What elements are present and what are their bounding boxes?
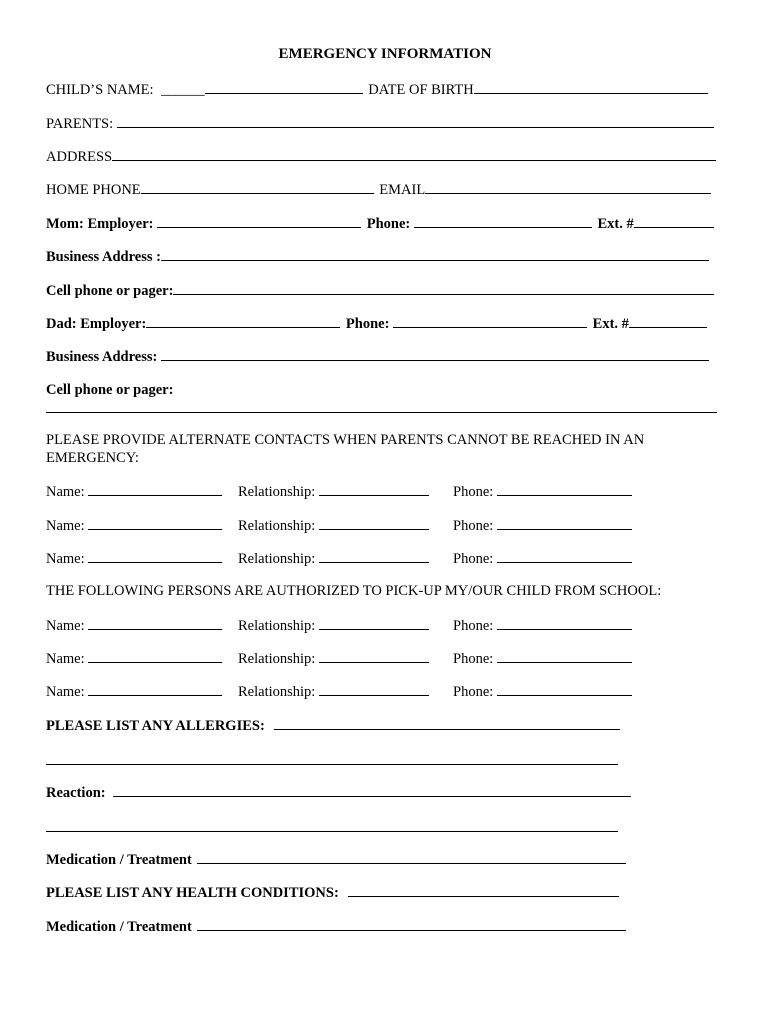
pickup-phone-field[interactable] xyxy=(497,649,632,663)
childs-name-field[interactable] xyxy=(205,80,363,94)
alternate-contact-row xyxy=(46,549,666,567)
pickup-person-row xyxy=(46,649,666,667)
dad-employer-row xyxy=(46,314,707,333)
dad-ext-field[interactable] xyxy=(629,314,707,328)
alt-relationship-label: Relationship: xyxy=(238,518,316,534)
pickup-relationship-label: Relationship: xyxy=(238,618,316,634)
allergies-field[interactable] xyxy=(274,716,620,730)
alt-phone-field[interactable] xyxy=(497,482,632,496)
mom-ext-label: Ext. # xyxy=(597,216,634,232)
medication-row-1 xyxy=(46,850,626,869)
alt-phone-label: Phone: xyxy=(453,551,494,567)
medication-field-2[interactable] xyxy=(197,917,626,931)
address-row xyxy=(46,147,716,166)
mom-business-address-row xyxy=(46,247,709,266)
mom-phone-label: Phone: xyxy=(366,216,411,232)
dad-employer-field[interactable] xyxy=(146,314,340,328)
alt-phone-field[interactable] xyxy=(497,516,632,530)
medication-row-2 xyxy=(46,917,626,936)
mom-cell-field[interactable] xyxy=(173,281,714,295)
pickup-person-row xyxy=(46,682,666,700)
dad-cell-row xyxy=(46,381,173,399)
alternate-contact-row xyxy=(46,516,666,534)
home-phone-row xyxy=(46,180,711,199)
email-label: EMAIL xyxy=(379,182,426,198)
pickup-relationship-label: Relationship: xyxy=(238,651,316,667)
alt-name-label: Name: xyxy=(46,484,85,500)
alt-relationship-field[interactable] xyxy=(319,516,429,530)
parents-field[interactable] xyxy=(117,114,714,128)
pickup-phone-field[interactable] xyxy=(497,616,632,630)
authorized-pickup-heading: THE FOLLOWING PERSONS ARE AUTHORIZED TO PICK-UP MY/OUR CHILD FROM SCHOOL: xyxy=(46,583,662,599)
alt-name-field[interactable] xyxy=(88,549,222,563)
dad-cell-label: Cell phone or pager: xyxy=(46,382,174,398)
dad-business-address-field[interactable] xyxy=(161,347,709,361)
mom-employer-label: Mom: Employer: xyxy=(46,216,154,232)
pickup-name-label: Name: xyxy=(46,684,85,700)
medication-label-1: Medication / Treatment xyxy=(46,852,192,868)
alt-relationship-field[interactable] xyxy=(319,549,429,563)
childs-name-row xyxy=(46,80,708,99)
health-conditions-field[interactable] xyxy=(348,883,619,897)
address-label: ADDRESS xyxy=(46,149,113,165)
pickup-phone-label: Phone: xyxy=(453,618,494,634)
parents-row xyxy=(46,114,714,133)
pickup-person-row xyxy=(46,616,666,634)
pickup-name-field[interactable] xyxy=(88,682,222,696)
allergies-label: PLEASE LIST ANY ALLERGIES: xyxy=(46,718,265,734)
alt-name-field[interactable] xyxy=(88,482,222,496)
pickup-relationship-field[interactable] xyxy=(319,682,429,696)
dad-cell-field[interactable] xyxy=(46,412,717,413)
mom-cell-label: Cell phone or pager: xyxy=(46,283,174,299)
dad-business-address-label: Business Address: xyxy=(46,349,158,365)
mom-business-address-label: Business Address : xyxy=(46,249,161,265)
pickup-name-label: Name: xyxy=(46,618,85,634)
pickup-name-field[interactable] xyxy=(88,616,222,630)
mom-ext-field[interactable] xyxy=(634,214,714,228)
pickup-phone-label: Phone: xyxy=(453,684,494,700)
childs-name-label: CHILD’S NAME: xyxy=(46,82,154,98)
alternate-contacts-heading: PLEASE PROVIDE ALTERNATE CONTACTS WHEN PARENTS CANNOT BE REACHED IN AN EMERGENCY: xyxy=(46,432,645,466)
mom-employer-field[interactable] xyxy=(157,214,361,228)
alternate-contact-row xyxy=(46,482,666,500)
alt-name-label: Name: xyxy=(46,518,85,534)
alt-name-label: Name: xyxy=(46,551,85,567)
pickup-phone-field[interactable] xyxy=(497,682,632,696)
health-conditions-row xyxy=(46,883,619,902)
health-conditions-label: PLEASE LIST ANY HEALTH CONDITIONS: xyxy=(46,885,339,901)
reaction-label: Reaction: xyxy=(46,785,106,801)
dad-phone-label: Phone: xyxy=(345,316,390,332)
allergies-row xyxy=(46,716,620,735)
pickup-name-label: Name: xyxy=(46,651,85,667)
pickup-phone-label: Phone: xyxy=(453,651,494,667)
home-phone-field[interactable] xyxy=(141,180,374,194)
alt-phone-field[interactable] xyxy=(497,549,632,563)
home-phone-label: HOME PHONE xyxy=(46,182,141,198)
form-title: EMERGENCY INFORMATION xyxy=(278,46,492,62)
medication-field-1[interactable] xyxy=(197,850,626,864)
medication-label-2: Medication / Treatment xyxy=(46,919,192,935)
alt-phone-label: Phone: xyxy=(453,518,494,534)
email-field[interactable] xyxy=(425,180,711,194)
address-field[interactable] xyxy=(112,147,716,161)
alt-phone-label: Phone: xyxy=(453,484,494,500)
date-of-birth-label: DATE OF BIRTH xyxy=(368,82,474,98)
dad-business-address-row xyxy=(46,347,709,366)
mom-phone-field[interactable] xyxy=(414,214,592,228)
allergies-continuation-line[interactable] xyxy=(46,764,618,765)
pickup-relationship-label: Relationship: xyxy=(238,684,316,700)
dad-employer-label: Dad: Employer: xyxy=(46,316,147,332)
reaction-row xyxy=(46,783,631,802)
dad-ext-label: Ext. # xyxy=(592,316,629,332)
alt-relationship-field[interactable] xyxy=(319,482,429,496)
alt-name-field[interactable] xyxy=(88,516,222,530)
reaction-field[interactable] xyxy=(113,783,631,797)
mom-business-address-field[interactable] xyxy=(161,247,709,261)
pickup-name-field[interactable] xyxy=(88,649,222,663)
childs-name-prefill: ______ xyxy=(161,82,205,98)
date-of-birth-field[interactable] xyxy=(474,80,708,94)
dad-phone-field[interactable] xyxy=(393,314,587,328)
reaction-continuation-line[interactable] xyxy=(46,831,618,832)
alt-relationship-label: Relationship: xyxy=(238,484,316,500)
parents-label: PARENTS: xyxy=(46,116,114,132)
alt-relationship-label: Relationship: xyxy=(238,551,316,567)
pickup-relationship-field[interactable] xyxy=(319,616,429,630)
pickup-relationship-field[interactable] xyxy=(319,649,429,663)
mom-employer-row xyxy=(46,214,714,233)
mom-cell-row xyxy=(46,281,714,300)
